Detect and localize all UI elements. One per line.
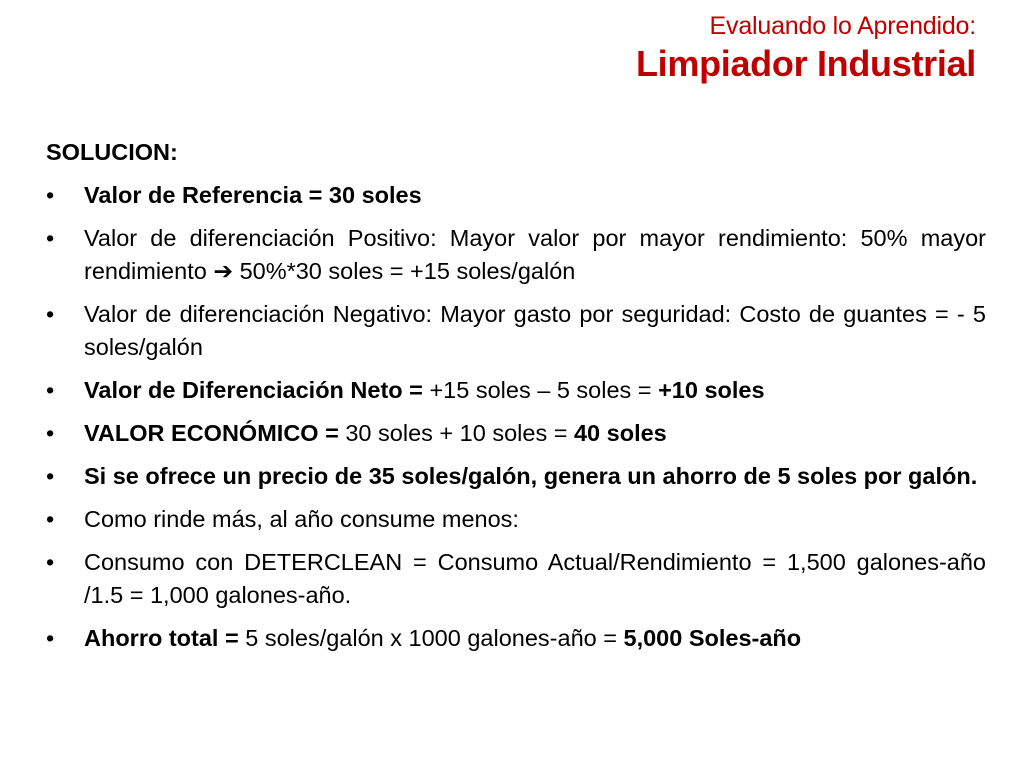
bullet-icon: • — [46, 301, 55, 327]
bullet-icon: • — [46, 377, 55, 403]
bullet-icon: • — [46, 182, 55, 208]
bullet-text: Valor de diferenciación Negativo: Mayor gasto por seguridad: Costo de guantes = - 5 soles/galón — [84, 301, 986, 360]
bullet-bold-label: VALOR ECONÓMICO = — [84, 420, 339, 446]
bullet-icon: • — [46, 463, 55, 489]
bullet-icon: • — [46, 506, 55, 532]
bullet-consumption-note — [46, 503, 986, 536]
bullet-text: +15 soles – 5 soles = — [429, 377, 652, 403]
bullet-bold-result: 40 soles — [573, 420, 667, 446]
bullet-bold-label: Valor de Diferenciación Neto = — [84, 377, 423, 403]
bullet-consumption-formula — [46, 546, 986, 612]
slide-content — [46, 136, 986, 665]
bullet-negative-differentiation — [46, 298, 986, 364]
bullet-price-offer — [46, 460, 986, 493]
slide-title: Limpiador Industrial — [635, 42, 976, 84]
bullet-economic-value — [46, 417, 986, 450]
bullet-total-savings — [46, 622, 986, 655]
bullet-icon: • — [46, 420, 55, 446]
bullet-text: 5 soles/galón x 1000 galones-año = — [245, 625, 617, 651]
bullet-icon: • — [46, 549, 55, 575]
bullet-net-differentiation — [46, 374, 986, 407]
bullet-positive-differentiation — [46, 222, 986, 288]
title-block — [636, 12, 976, 84]
bullet-text: Si se ofrece un precio de 35 soles/galón, genera un ahorro de 5 soles por galón. — [84, 463, 978, 489]
bullet-bold-result: 5,000 Soles-año — [623, 625, 802, 651]
bullet-icon: • — [46, 225, 55, 251]
bullet-bold-label: Ahorro total = — [84, 625, 239, 651]
arrow-right-icon: ➔ — [213, 257, 234, 285]
bullet-text: Valor de diferenciación Positivo: Mayor valor por mayor rendimiento: 50% mayor rendimiento — [84, 225, 986, 284]
bullet-reference-value — [46, 179, 986, 212]
bullet-text-continued: 50%*30 soles = +15 soles/galón — [239, 258, 576, 284]
bullet-text: Como rinde más, al año consume menos: — [84, 506, 519, 532]
slide-subtitle: Evaluando lo Aprendido: — [709, 12, 976, 40]
bullet-text: Consumo con DETERCLEAN = Consumo Actual/Rendimiento = 1,500 galones-año /1.5 = 1,000 galones-año. — [84, 549, 986, 608]
bullet-bold-result: +10 soles — [658, 377, 765, 403]
bullet-list — [46, 179, 986, 655]
bullet-text: 30 soles + 10 soles = — [345, 420, 568, 446]
bullet-icon: • — [46, 625, 55, 651]
bullet-text: Valor de Referencia = 30 soles — [84, 182, 422, 208]
solution-heading: SOLUCION: — [46, 139, 178, 165]
